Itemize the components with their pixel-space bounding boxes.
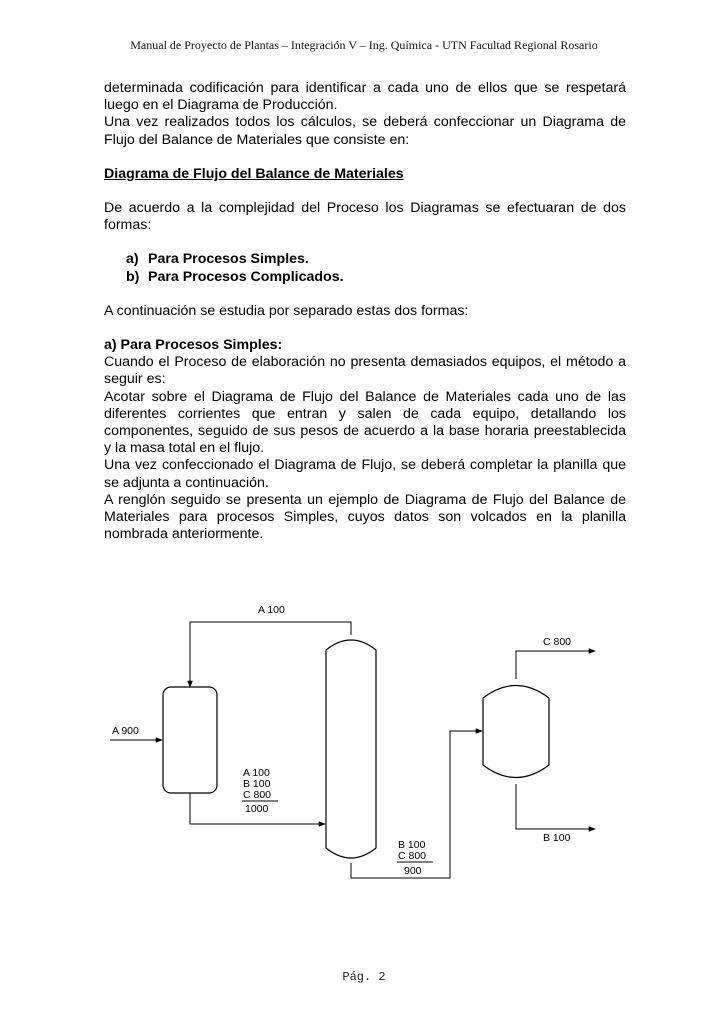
top-product-label: C 800 (543, 636, 572, 648)
stream-1-label: B 100 (243, 778, 271, 790)
page-header: Manual de Proyecto de Plantas – Integración V – Ing. Química - UTN Facultad Regional Rosario (130, 38, 598, 52)
stream-1-total: 1000 (245, 803, 269, 815)
stream-1-label: A 100 (243, 767, 270, 779)
bottom-product-line (516, 784, 595, 829)
page-body (104, 80, 626, 543)
stream-1-label: C 800 (243, 789, 272, 801)
paragraph-7: Una vez confeccionado el Diagrama de Flujo, se deberá completar la planilla que se adjunta a continuación. (104, 457, 626, 491)
feed-label: A 900 (112, 725, 139, 737)
column (326, 640, 376, 858)
subsection-heading: a) Para Procesos Simples: (104, 337, 283, 354)
paragraph-1: determinada codificación para identificar a cada uno de ellos que se respetará luego en el Diagrama de Producción. (104, 80, 626, 114)
recycle-label: A 100 (258, 604, 285, 616)
drum (483, 686, 549, 778)
bottom-product-label: B 100 (543, 832, 571, 844)
list-item: b) Para Procesos Complicados. (126, 268, 344, 285)
paragraph-6: Acotar sobre el Diagrama de Flujo del Balance de Materiales cada uno de las diferentes corrientes que entran y salen de cada equipo, detallando los componentes, seguido de sus pesos de acuerdo a la base horaria preestablecida y la masa total en el flujo. (104, 388, 626, 457)
paragraph-4: A continuación se estudia por separado estas dos formas: (104, 302, 469, 319)
section-heading: Diagrama de Flujo del Balance de Materiales (104, 165, 404, 182)
flow-diagram (100, 595, 620, 895)
top-product-line (516, 651, 595, 679)
paragraph-3: De acuerdo a la complejidad del Proceso los Diagramas se efectuaran de dos formas: (104, 200, 626, 234)
list-item: a) Para Procesos Simples. (126, 251, 309, 268)
page-number: Pág. 2 (342, 970, 386, 984)
stream-2-total: 900 (404, 865, 422, 877)
paragraph-5: Cuando el Proceso de elaboración no presenta demasiados equipos, el método a seguir es: (104, 354, 626, 388)
paragraph-8: A renglón seguido se presenta un ejemplo de Diagrama de Flujo del Balance de Materiales para procesos Simples, cuyos datos son volcados en la planilla nombrada anteriormente. (104, 491, 626, 543)
process-types-list (104, 251, 626, 285)
vessel-1 (163, 687, 217, 793)
stream-2-label: C 800 (398, 850, 427, 862)
paragraph-2: Una vez realizados todos los cálculos, se deberá confeccionar un Diagrama de Flujo del Balance de Materiales que consiste en: (104, 114, 626, 148)
stream-2-label: B 100 (398, 839, 426, 851)
